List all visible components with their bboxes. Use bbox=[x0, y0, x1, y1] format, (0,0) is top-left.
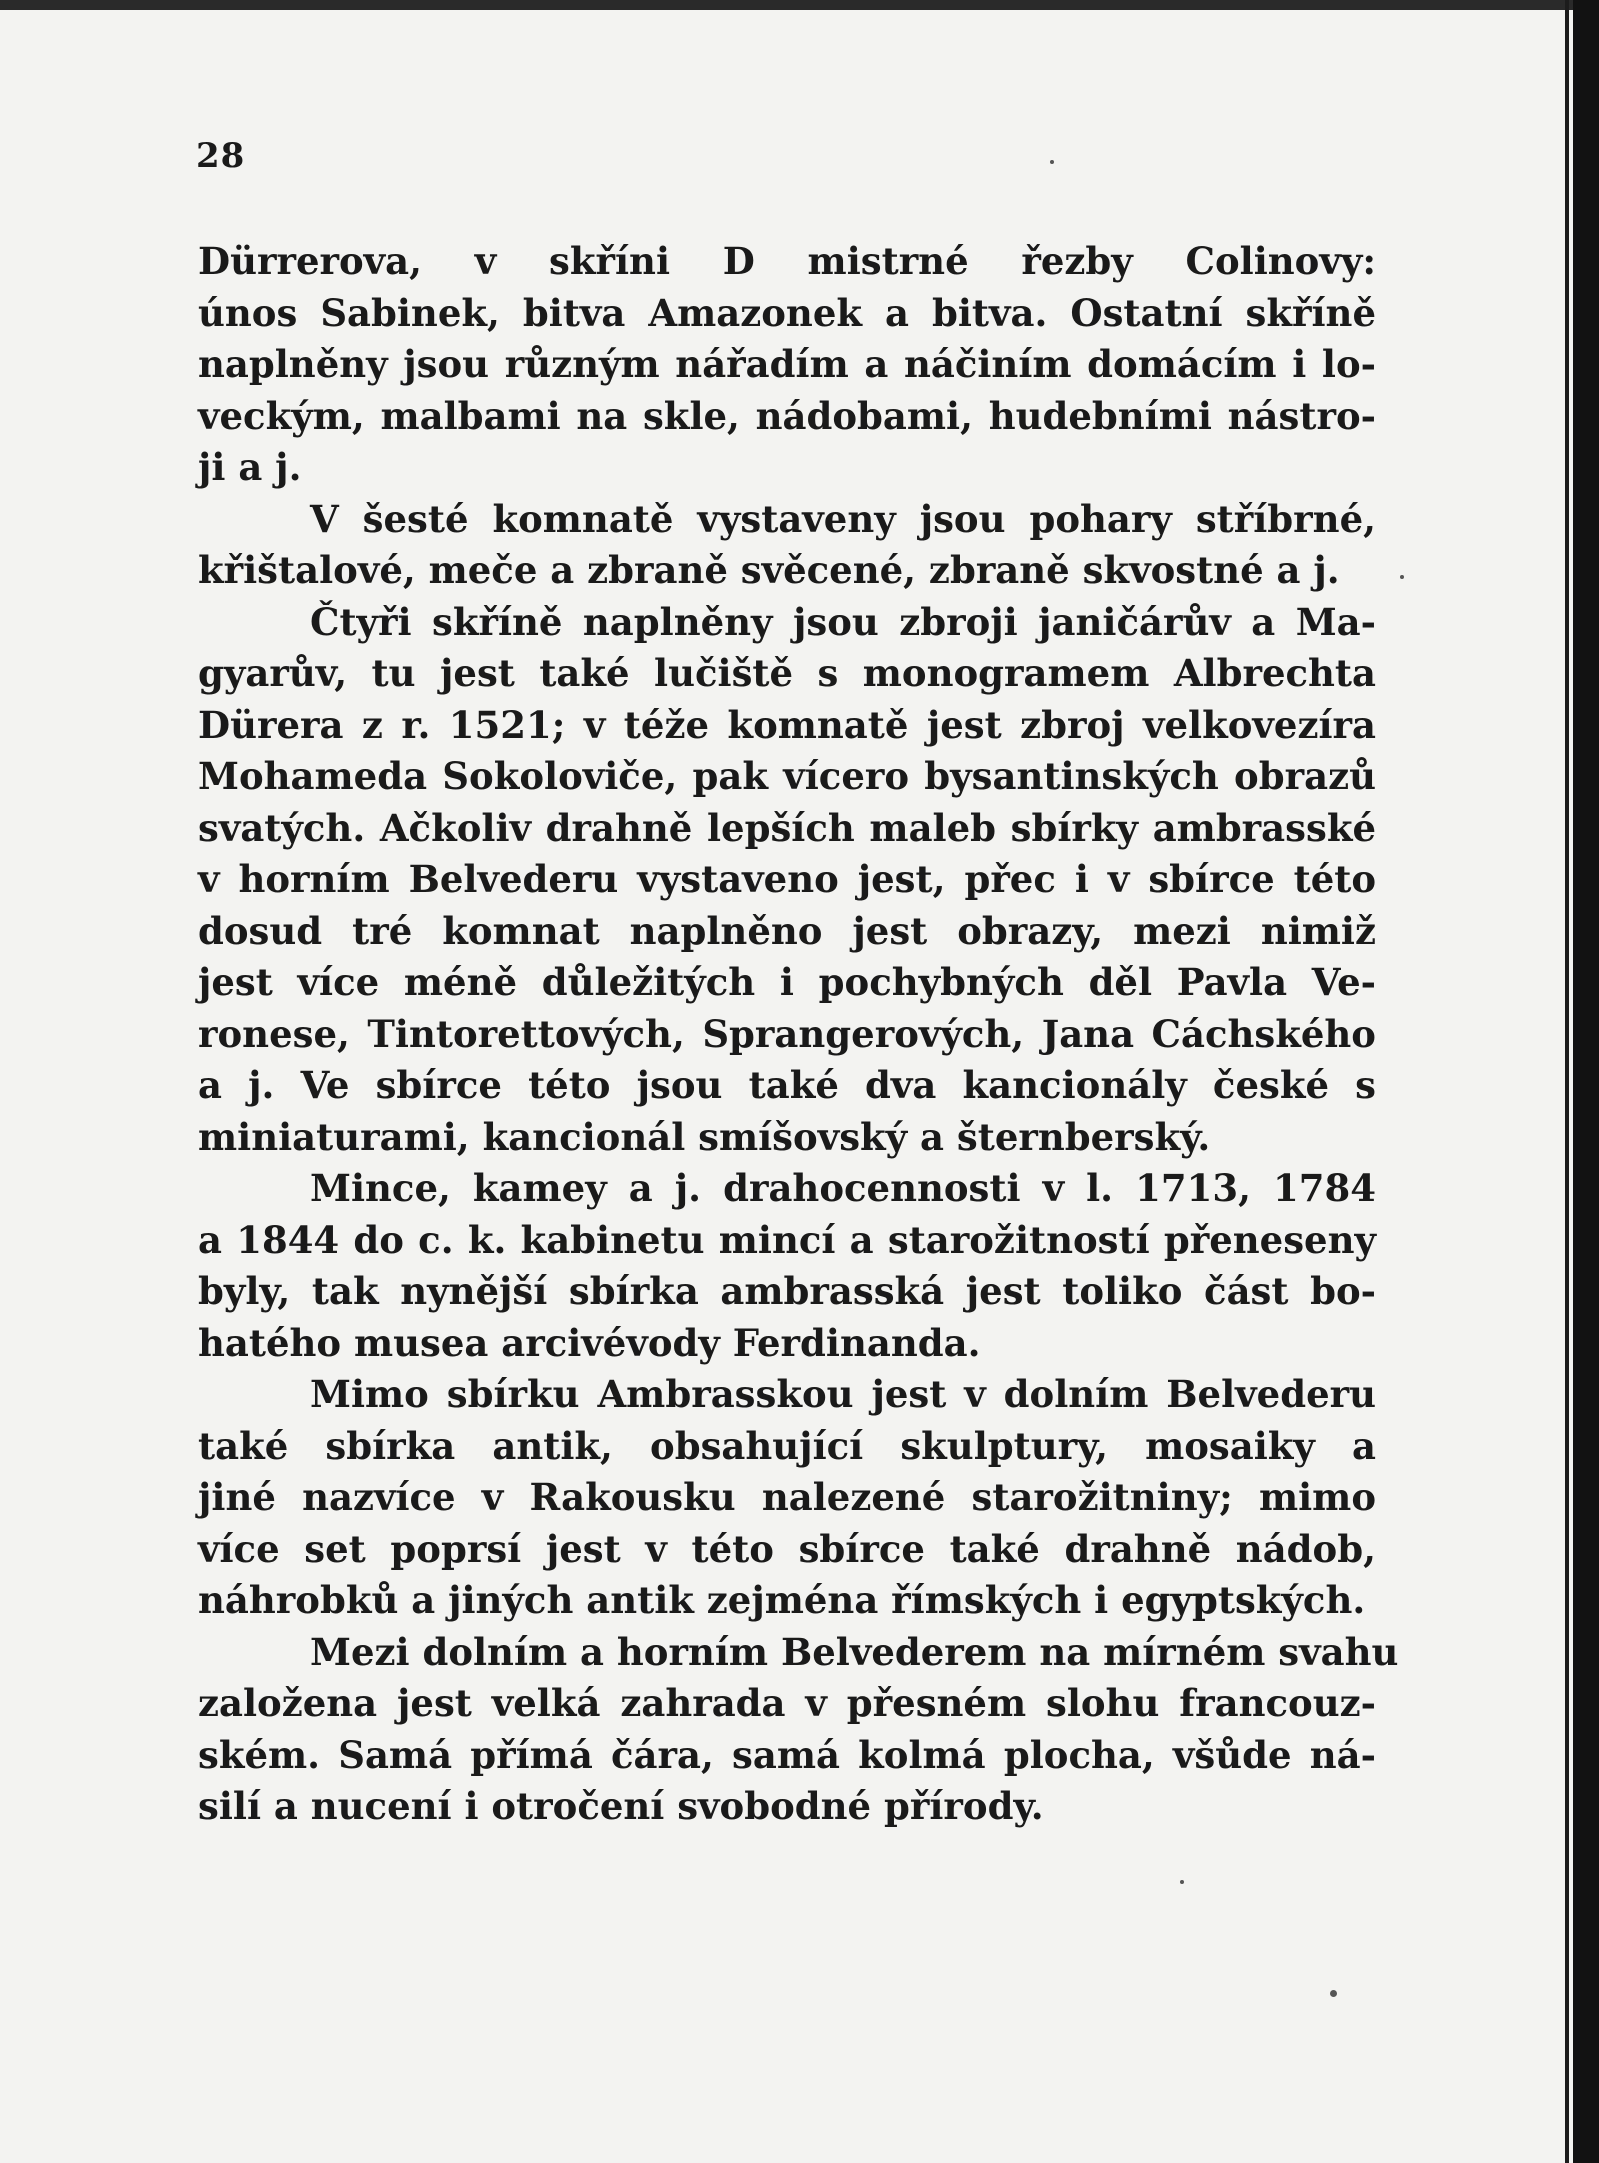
text-line: V šesté komnatě vystaveny jsou pohary stříbrné, bbox=[310, 496, 1376, 541]
print-speck bbox=[1180, 1880, 1184, 1884]
text-line: v horním Belvederu vystaveno jest, přec i v sbírce této bbox=[198, 857, 1376, 901]
print-speck bbox=[1050, 160, 1054, 164]
body-text bbox=[198, 236, 1399, 1833]
text-line: únos Sabinek, bitva Amazonek a bitva. Ostatní skříně bbox=[198, 290, 1376, 335]
text-line: Mimo sbírku Ambrasskou jest v dolním Belvederu bbox=[310, 1372, 1376, 1416]
text-line: Dürera z r. 1521; v téže komnatě jest zbroj velkovezíra bbox=[198, 702, 1376, 747]
text-line: veckým, malbami na skle, nádobami, hudebními nástro- bbox=[198, 393, 1376, 438]
page-top-shadow bbox=[0, 0, 1599, 10]
text-line: naplněny jsou různým nářadím a náčiním domácím i lo- bbox=[198, 342, 1376, 386]
text-line: a j. Ve sbírce této jsou také dva kancionály české s bbox=[198, 1063, 1376, 1107]
text-line: byly, tak nynější sbírka ambrasská jest toliko část bo- bbox=[198, 1269, 1376, 1313]
print-speck bbox=[1400, 575, 1404, 579]
text-line: založena jest velká zahrada v přesném slohu francouz- bbox=[198, 1681, 1376, 1725]
text-line: Dürrerova, v skříni D mistrné řezby Colinovy: bbox=[198, 239, 1376, 283]
text-line: více set poprsí jest v této sbírce také drahně nádob, bbox=[198, 1526, 1376, 1571]
text-line: ronese, Tintorettových, Sprangerových, Jana Cáchského bbox=[198, 1011, 1376, 1056]
page-number: 28 bbox=[196, 136, 246, 176]
text-line: křištalové, meče a zbraně svěcené, zbraně skvostné a j. bbox=[198, 548, 1340, 592]
text-line: gyarův, tu jest také lučiště s monogramem Albrechta bbox=[198, 651, 1376, 695]
text-line: hatého musea arcivévody Ferdinanda. bbox=[198, 1320, 981, 1365]
text-line: Mezi dolním a horním Belvederem na mírném svahu bbox=[310, 1629, 1399, 1674]
text-line: náhrobků a jiných antik zejména římských i egyptských. bbox=[198, 1578, 1366, 1622]
text-line: jest více méně důležitých i pochybných děl Pavla Ve- bbox=[198, 960, 1376, 1004]
text-line: dosud tré komnat naplněno jest obrazy, mezi nimiž bbox=[198, 908, 1376, 953]
print-speck bbox=[1330, 1990, 1337, 1997]
text-line: jiné nazvíce v Rakousku nalezené starožitniny; mimo bbox=[198, 1475, 1376, 1519]
text-line: miniaturami, kancionál smíšovský a šternberský. bbox=[198, 1114, 1211, 1159]
text-line: Mince, kamey a j. drahocennosti v l. 1713, 1784 bbox=[310, 1166, 1376, 1210]
binding-rule bbox=[1565, 0, 1569, 2163]
text-line: také sbírka antik, obsahující skulptury, mosaiky a bbox=[198, 1423, 1376, 1468]
text-line: Mohameda Sokoloviče, pak vícero bysantinských obrazů bbox=[198, 754, 1376, 798]
text-line: ji a j. bbox=[198, 445, 302, 489]
text-line: ském. Samá přímá čára, samá kolmá plocha, všůde ná- bbox=[198, 1732, 1376, 1777]
text-line: Čtyři skříně naplněny jsou zbroji janičárův a Ma- bbox=[310, 599, 1376, 644]
text-line: svatých. Ačkoliv drahně lepších maleb sbírky ambrasské bbox=[198, 805, 1376, 850]
text-line: a 1844 do c. k. kabinetu mincí a starožitností přeneseny bbox=[198, 1217, 1376, 1262]
text-line: silí a nucení i otročení svobodné přírody. bbox=[198, 1784, 1044, 1828]
book-binding-edge bbox=[1573, 0, 1599, 2163]
